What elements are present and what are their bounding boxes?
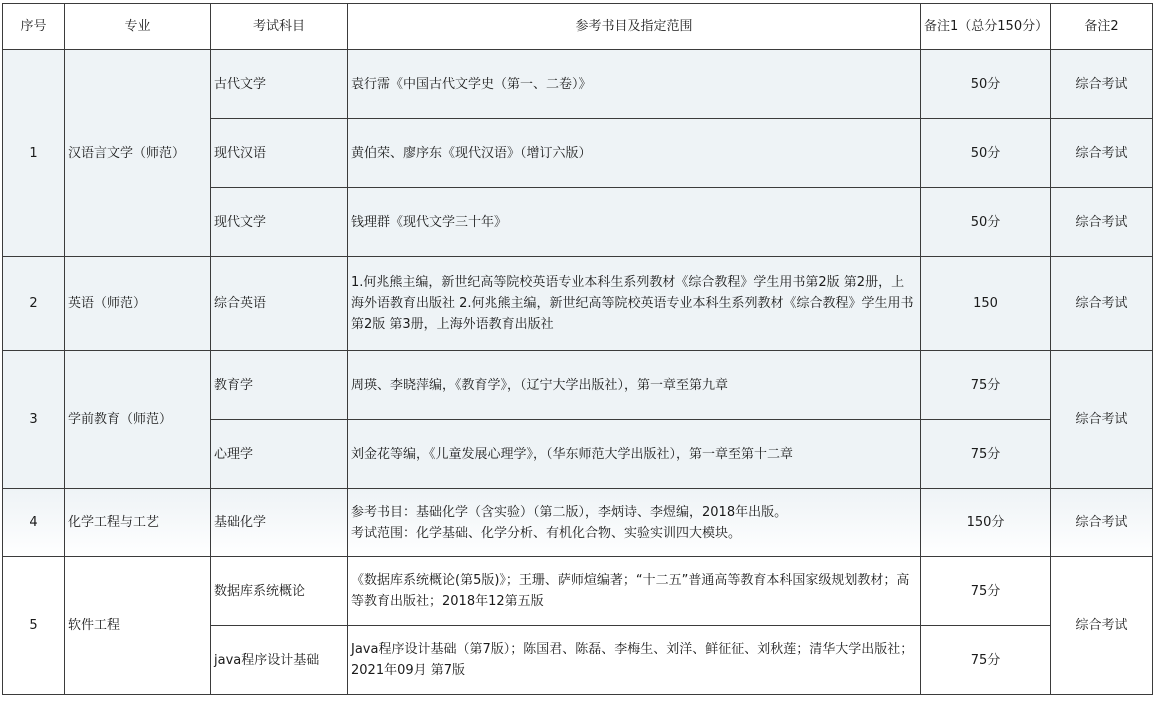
syllabus-table	[2, 3, 1153, 695]
books-line: 考试范围：化学基础、化学分析、有机化合物、实验实训四大模块。	[351, 525, 742, 541]
score-cell: 50分	[921, 50, 1051, 119]
note2-cell: 综合考试	[1051, 257, 1153, 351]
major-cell: 汉语言文学（师范）	[65, 50, 211, 257]
header-note2: 备注2	[1051, 4, 1153, 50]
header-row	[3, 4, 1153, 50]
subject-cell: 现代文学	[211, 188, 348, 257]
header-major: 专业	[65, 4, 211, 50]
books-cell: 黄伯荣、廖序东《现代汉语》（增订六版）	[348, 119, 921, 188]
header-books: 参考书目及指定范围	[348, 4, 921, 50]
header-seq: 序号	[3, 4, 65, 50]
seq-cell: 5	[3, 557, 65, 695]
seq-cell: 2	[3, 257, 65, 351]
note2-cell: 综合考试	[1051, 351, 1153, 489]
books-cell	[348, 489, 921, 557]
subject-cell: 现代汉语	[211, 119, 348, 188]
score-cell: 150分	[921, 489, 1051, 557]
books-cell: 1.何兆熊主编，新世纪高等院校英语专业本科生系列教材《综合教程》学生用书第2版 第2册，上海外语教育出版社 2.何兆熊主编，新世纪高等院校英语专业本科生系列教材《综合教程》学生用书第2版 第3册，上海外语教育出版社	[348, 257, 921, 351]
books-cell: Java程序设计基础（第7版）；陈国君、陈磊、李梅生、刘洋、鲜征征、刘秋莲；清华大学出版社；2021年09月 第7版	[348, 626, 921, 695]
score-cell: 75分	[921, 351, 1051, 420]
books-cell: 袁行霈《中国古代文学史（第一、二卷）》	[348, 50, 921, 119]
score-cell: 75分	[921, 420, 1051, 489]
header-subject: 考试科目	[211, 4, 348, 50]
subject-cell: java程序设计基础	[211, 626, 348, 695]
books-cell: 《数据库系统概论(第5版)》；王珊、萨师煊编著；“十二五”普通高等教育本科国家级规划教材；高等教育出版社；2018年12第五版	[348, 557, 921, 626]
table-row	[3, 257, 1153, 351]
note2-cell: 综合考试	[1051, 489, 1153, 557]
score-cell: 50分	[921, 188, 1051, 257]
books-cell: 周瑛、李晓萍编，《教育学》，（辽宁大学出版社），第一章至第九章	[348, 351, 921, 420]
header-note1: 备注1（总分150分）	[921, 4, 1051, 50]
major-cell: 化学工程与工艺	[65, 489, 211, 557]
books-line: 参考书目：基础化学（含实验）（第二版），李炳诗、李煜编，2018年出版。	[351, 504, 788, 520]
score-cell: 75分	[921, 557, 1051, 626]
books-cell: 刘金花等编，《儿童发展心理学》，（华东师范大学出版社），第一章至第十二章	[348, 420, 921, 489]
seq-cell: 1	[3, 50, 65, 257]
score-cell: 150	[921, 257, 1051, 351]
major-cell: 学前教育（师范）	[65, 351, 211, 489]
seq-cell: 4	[3, 489, 65, 557]
subject-cell: 教育学	[211, 351, 348, 420]
major-cell: 英语（师范）	[65, 257, 211, 351]
note2-cell: 综合考试	[1051, 557, 1153, 695]
subject-cell: 数据库系统概论	[211, 557, 348, 626]
score-cell: 50分	[921, 119, 1051, 188]
books-cell: 钱理群《现代文学三十年》	[348, 188, 921, 257]
note2-cell: 综合考试	[1051, 188, 1153, 257]
table-row	[3, 489, 1153, 557]
seq-cell: 3	[3, 351, 65, 489]
note2-cell: 综合考试	[1051, 119, 1153, 188]
major-cell: 软件工程	[65, 557, 211, 695]
table-row	[3, 557, 1153, 626]
subject-cell: 综合英语	[211, 257, 348, 351]
score-cell: 75分	[921, 626, 1051, 695]
subject-cell: 心理学	[211, 420, 348, 489]
note2-cell: 综合考试	[1051, 50, 1153, 119]
subject-cell: 基础化学	[211, 489, 348, 557]
subject-cell: 古代文学	[211, 50, 348, 119]
table-row	[3, 351, 1153, 420]
table-row	[3, 50, 1153, 119]
